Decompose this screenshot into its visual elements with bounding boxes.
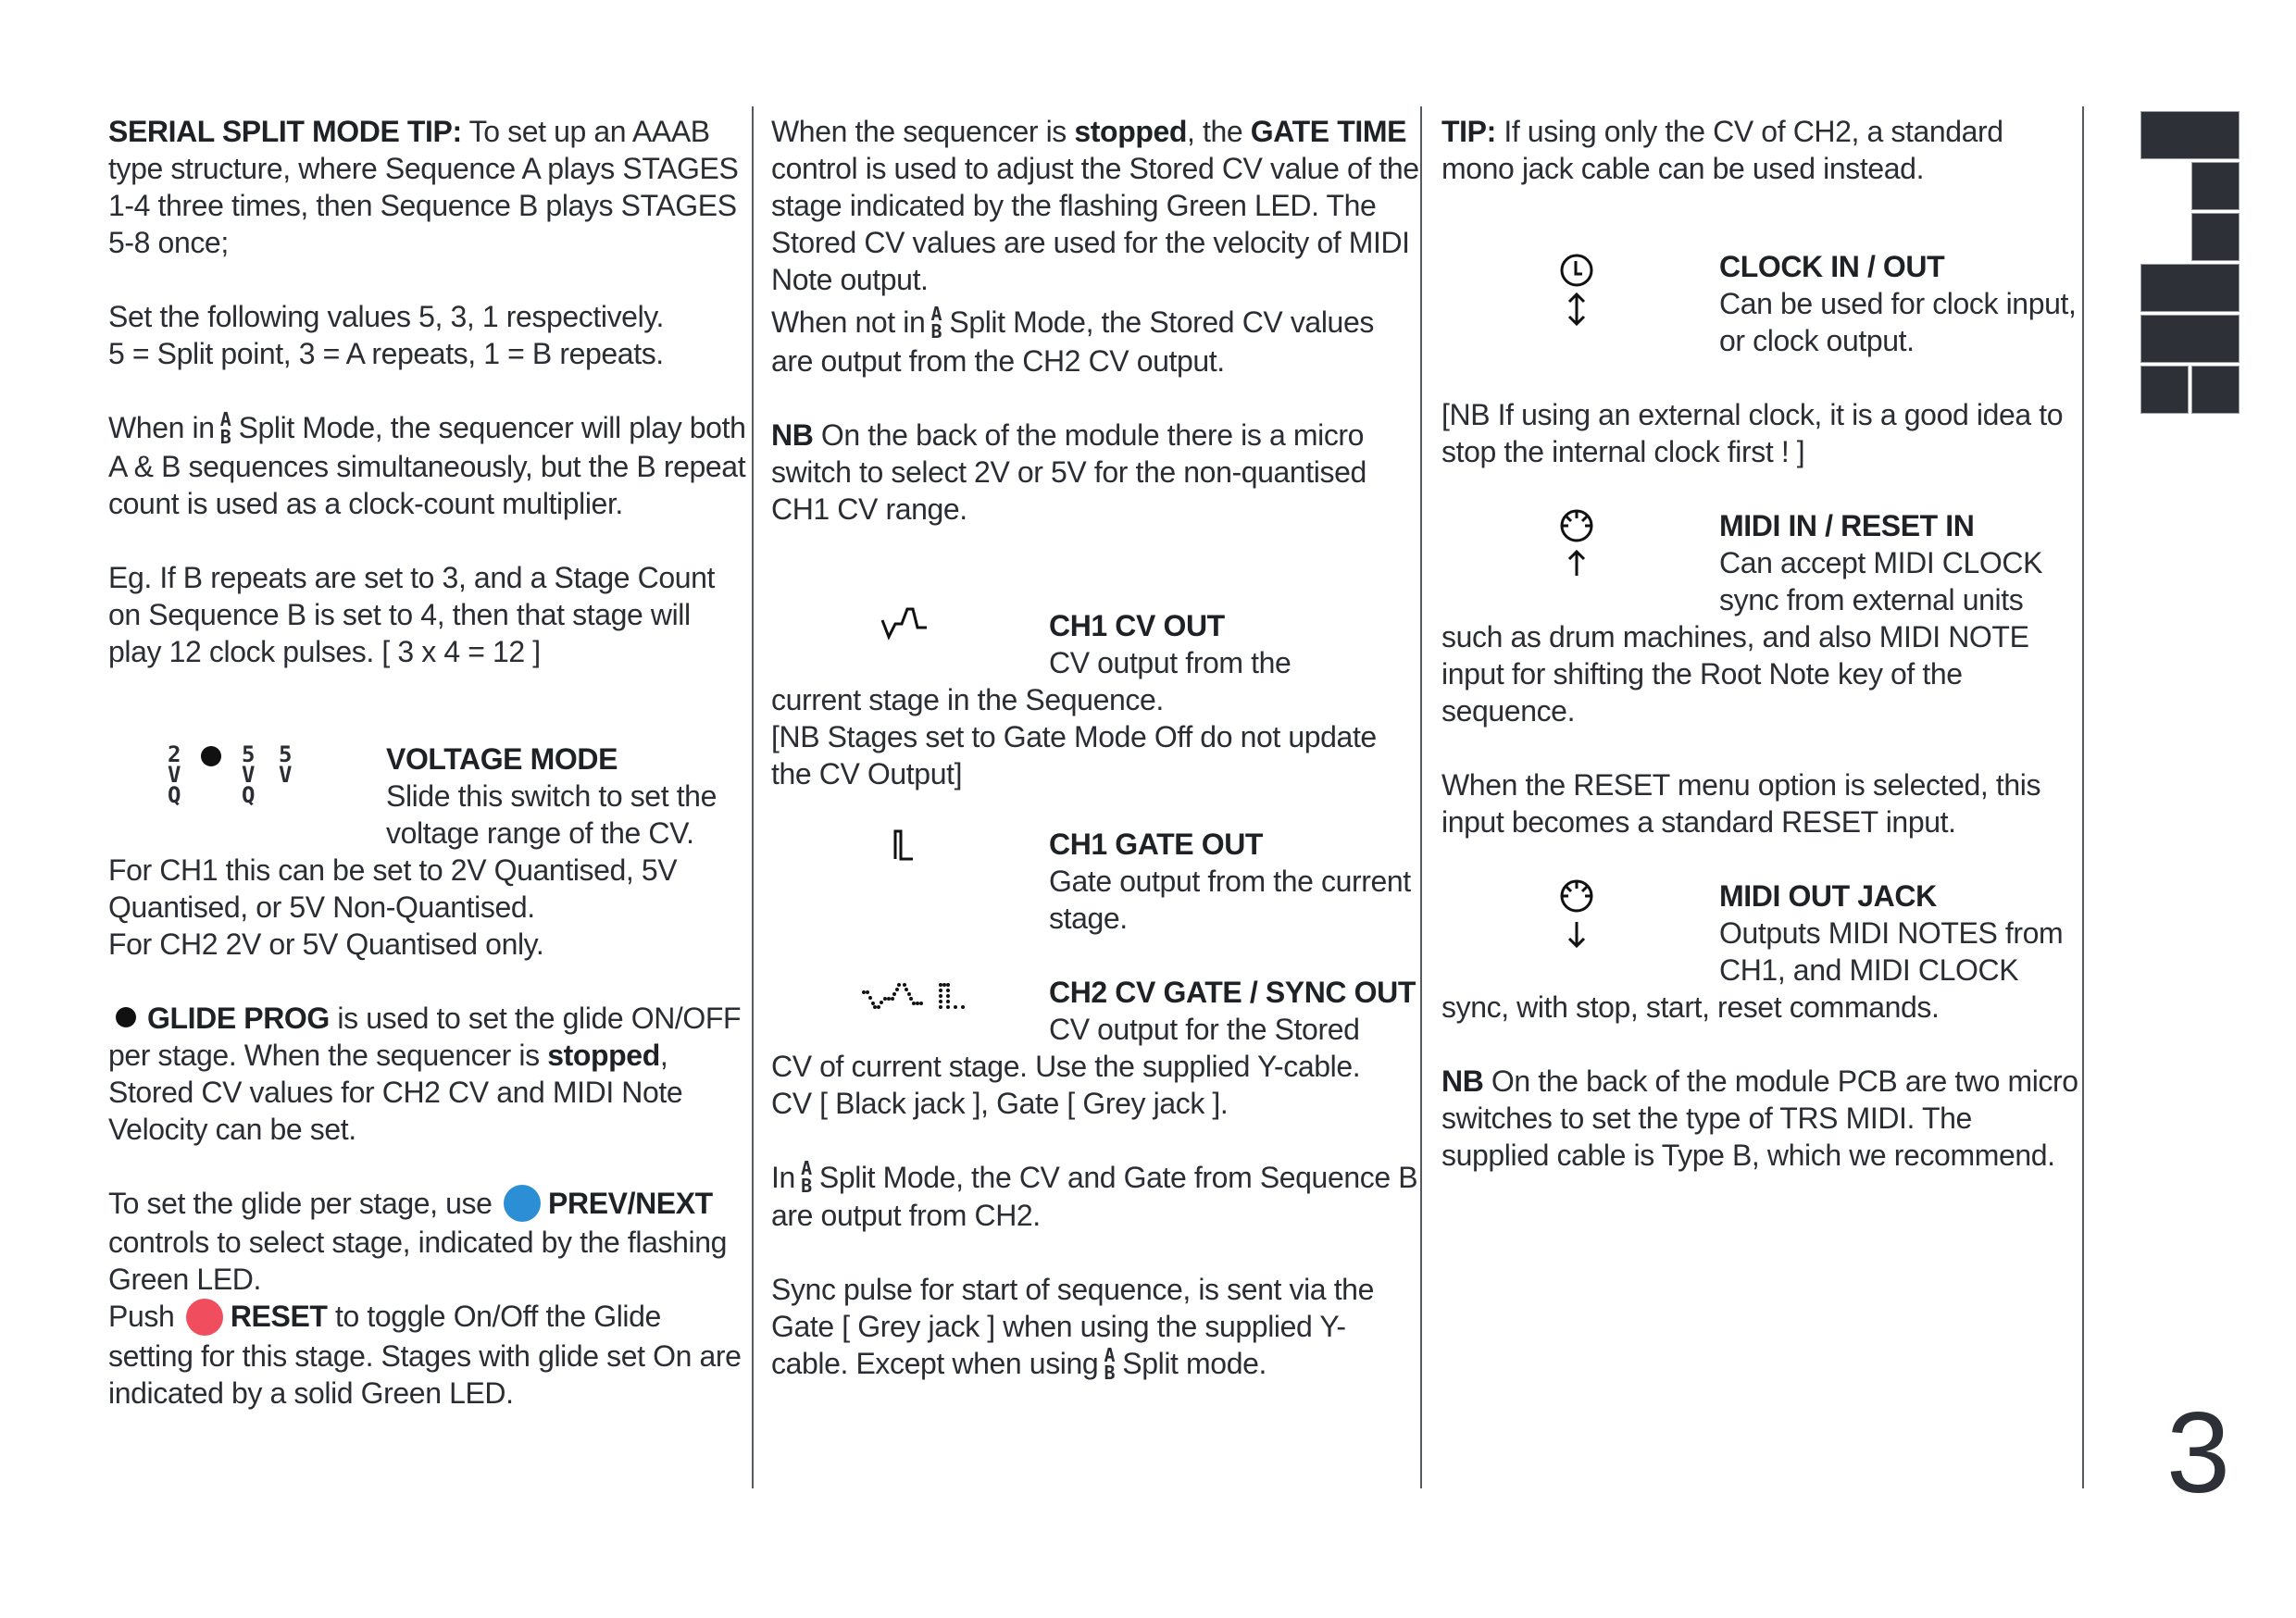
ch2-cv-gate-title: CH2 CV GATE / SYNC OUT — [1049, 975, 1416, 1009]
midi-din-icon — [1562, 511, 1591, 541]
prev-next-button-icon — [504, 1185, 541, 1222]
ch1-cv-note: [NB Stages set to Gate Mode Off do not update the CV Output] — [771, 719, 1377, 790]
clock-title: CLOCK IN / OUT — [1719, 250, 1945, 283]
clock-icon — [1562, 255, 1591, 285]
voltage-switch-icon: 2 V Q 5 V Q 5 V — [167, 741, 293, 808]
arrow-down-icon — [1569, 922, 1584, 946]
page-number: 3 — [2166, 1389, 2230, 1517]
split-values-line-2: 5 = Split point, 3 = A repeats, 1 = B repeats. — [108, 337, 664, 370]
voltage-mode-section — [108, 741, 747, 963]
column-1 — [108, 113, 747, 1412]
gate-time-paragraph: When the sequencer is stopped, the GATE TIME control is used to adjust the Stored CV value of the stage indicated by the flashing Green LED. The Stored CV values are used for the velocity of MIDI Note output. — [771, 115, 1419, 296]
ab-split-icon: A B — [801, 1157, 812, 1198]
glide-dot-icon — [116, 1007, 136, 1027]
column-divider — [1420, 106, 1422, 1488]
midi-din-icon — [1562, 881, 1591, 911]
serial-split-tip: SERIAL SPLIT MODE TIP: To set up an AAAB type structure, where Sequence A plays STAGES 1-4 three times, then Sequence B plays STAGES 5-8 once; — [108, 115, 739, 259]
ch1-gate-title: CH1 GATE OUT — [1049, 827, 1264, 861]
reset-paragraph: Push RESET to toggle On/Off the Glide setting for this stage. Stages with glide set On are indicated by a solid Green LED. — [108, 1300, 742, 1410]
ab-split-icon: A B — [930, 302, 942, 342]
arrow-up-icon — [1569, 552, 1584, 576]
clock-note: [NB If using an external clock, it is a good idea to stop the internal clock first ! ] — [1441, 398, 2064, 468]
split-mode-paragraph: When in A B Split Mode, the sequencer will play both A & B sequences simultaneously, but the B repeat count is used as a clock-count multiplier. — [108, 407, 746, 520]
gate-pulse-icon — [771, 826, 1049, 900]
midi-in-title: MIDI IN / RESET IN — [1719, 509, 1975, 542]
column-divider — [2082, 106, 2084, 1488]
prev-next-paragraph: To set the glide per stage, use PREV/NEXT controls to select stage, indicated by the flashing Green LED. — [108, 1186, 728, 1297]
reset-input-note: When the RESET menu option is selected, this input becomes a standard RESET input. — [1441, 768, 2041, 839]
clock-in-out-section: CLOCK IN / OUT Can be used for clock input, or clock output. — [1441, 248, 2080, 359]
jack-colors: CV [ Black jack ], Gate [ Grey jack ]. — [771, 1086, 1229, 1120]
midi-out-title: MIDI OUT JACK — [1719, 879, 1937, 913]
ab-split-icon: A B — [1104, 1343, 1116, 1384]
in-split-paragraph: In A B Split Mode, the CV and Gate from Sequence B are output from CH2. — [771, 1157, 1418, 1233]
midi-out-section: MIDI OUT JACK Outputs MIDI NOTES from CH1, and MIDI CLOCK sync, with stop, start, reset commands. — [1441, 877, 2080, 1026]
voltage-mode-title: VOLTAGE MODE — [386, 741, 618, 776]
ab-split-icon: A B — [219, 407, 231, 448]
column-2 — [771, 113, 1419, 1384]
voltage-mode-ch1: For CH1 this can be set to 2V Quantised, 5V Quantised, or 5V Non-Quantised. — [108, 853, 678, 924]
ch2-cv-gate-section: CH2 CV GATE / SYNC OUT CV output for the Stored CV of current stage. Use the supplied Y-cable. CV [ Black jack ], Gate [ Grey jack ]. — [771, 974, 1419, 1122]
example-paragraph: Eg. If B repeats are set to 3, and a Stage Count on Sequence B is set to 4, then that stage will play 12 clock pulses. [ 3 x 4 = 12 ] — [108, 560, 716, 668]
sync-pulse-paragraph: Sync pulse for start of sequence, is sent via the Gate [ Grey jack ] when using the supplied Y-cable. Except when using A B Split mode. — [771, 1273, 1374, 1384]
not-split-paragraph: When not in A B Split Mode, the Stored CV values are output from the CH2 CV output. — [771, 302, 1374, 378]
nb-microswitch-paragraph: NB On the back of the module there is a micro switch to select 2V or 5V for the non-quantised CH1 CV range. — [771, 417, 1366, 526]
column-divider — [752, 106, 754, 1488]
glide-prog-paragraph: GLIDE PROG is used to set the glide ON/OFF per stage. When the sequencer is stopped, Stored CV values for CH2 CV and MIDI Note Velocity can be set. — [108, 1001, 742, 1146]
dotted-cv-gate-icon — [771, 974, 1049, 1048]
cv-wave-icon — [771, 607, 1049, 681]
bidirectional-arrow-icon — [1569, 294, 1584, 324]
voltage-mode-desc: Slide this switch to set the voltage range of the CV. — [386, 778, 717, 850]
tip-paragraph: TIP: If using only the CV of CH2, a standard mono jack cable can be used instead. — [1441, 115, 2003, 185]
reset-button-icon — [186, 1299, 223, 1336]
voltage-mode-ch2: For CH2 2V or 5V Quantised only. — [108, 927, 544, 961]
brand-logo-blocks — [2141, 112, 2241, 417]
nb-trs-midi-paragraph: NB On the back of the module PCB are two micro switches to set the type of TRS MIDI. The supplied cable is Type B, which we recommend. — [1441, 1064, 2078, 1172]
midi-in-section: MIDI IN / RESET IN Can accept MIDI CLOCK sync from external units such as drum machines, and also MIDI NOTE input for shifting the Root Note key of the sequence. — [1441, 507, 2080, 729]
ch1-cv-out-section: CH1 CV OUT CV output from the current stage in the Sequence. [NB Stages set to Gate Mode Off do not update the CV Output] — [771, 607, 1419, 792]
column-3 — [1441, 113, 2080, 1174]
split-values-line-1: Set the following values 5, 3, 1 respectively. — [108, 300, 665, 333]
ch1-gate-out-section: CH1 GATE OUT Gate output from the current stage. — [771, 826, 1419, 937]
switch-position-dot — [201, 746, 221, 766]
ch1-cv-title: CH1 CV OUT — [1049, 608, 1225, 642]
